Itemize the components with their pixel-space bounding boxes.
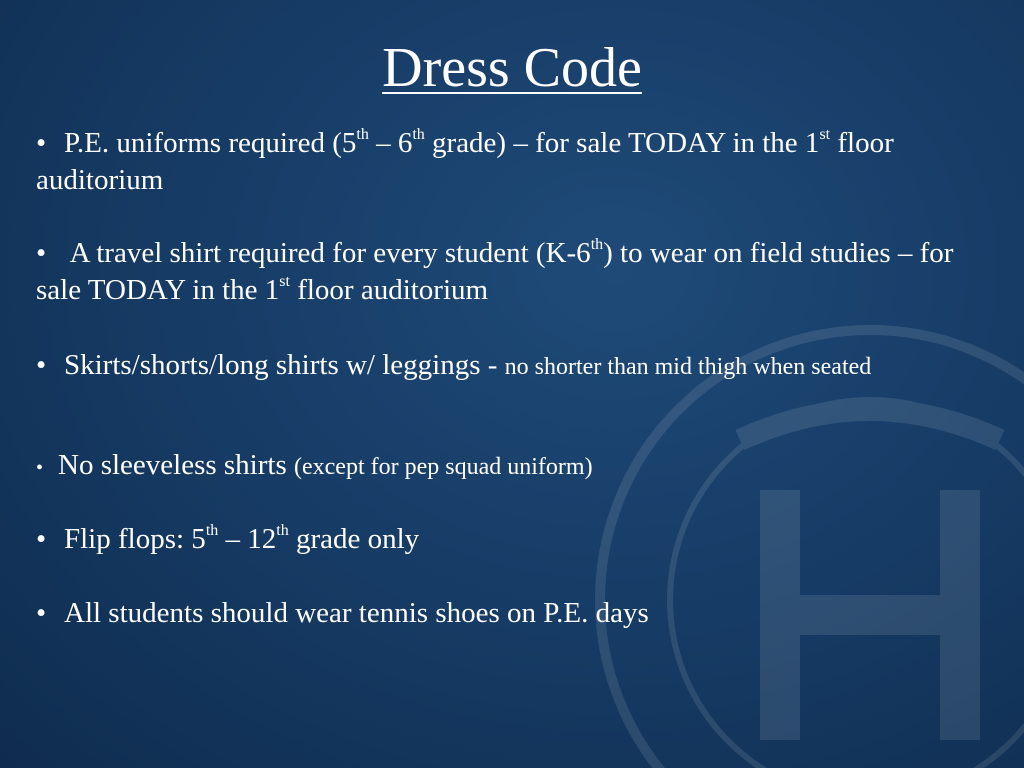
bullet-item-sleeveless: • No sleeveless shirts (except for pep squad uniform) bbox=[36, 447, 986, 487]
bullet-item-skirts-shorts: • Skirts/shorts/long shirts w/ leggings - no shorter than mid thigh when seated bbox=[36, 347, 986, 386]
bullet-item-travel-shirt: • A travel shirt required for every student (K-6th) to wear on field studies – for sale TODAY in the 1st floor auditorium bbox=[36, 236, 954, 306]
bullet-icon: • bbox=[36, 127, 47, 159]
bullet-item-pe-uniforms: • P.E. uniforms required (5th – 6th grade) – for sale TODAY in the 1st floor auditorium bbox=[36, 126, 894, 196]
bullet-icon: • bbox=[36, 523, 47, 555]
bullet-item-tennis-shoes: • All students should wear tennis shoes on P.E. days bbox=[36, 595, 986, 632]
bullet-icon: • bbox=[36, 349, 47, 381]
bullet-item-flip-flops: • Flip flops: 5th – 12th grade only bbox=[36, 521, 986, 558]
bullet-icon: • bbox=[36, 597, 47, 629]
slide-title: Dress Code bbox=[382, 37, 642, 99]
bullet-icon: • bbox=[36, 237, 47, 269]
bullet-icon: • bbox=[36, 457, 44, 479]
